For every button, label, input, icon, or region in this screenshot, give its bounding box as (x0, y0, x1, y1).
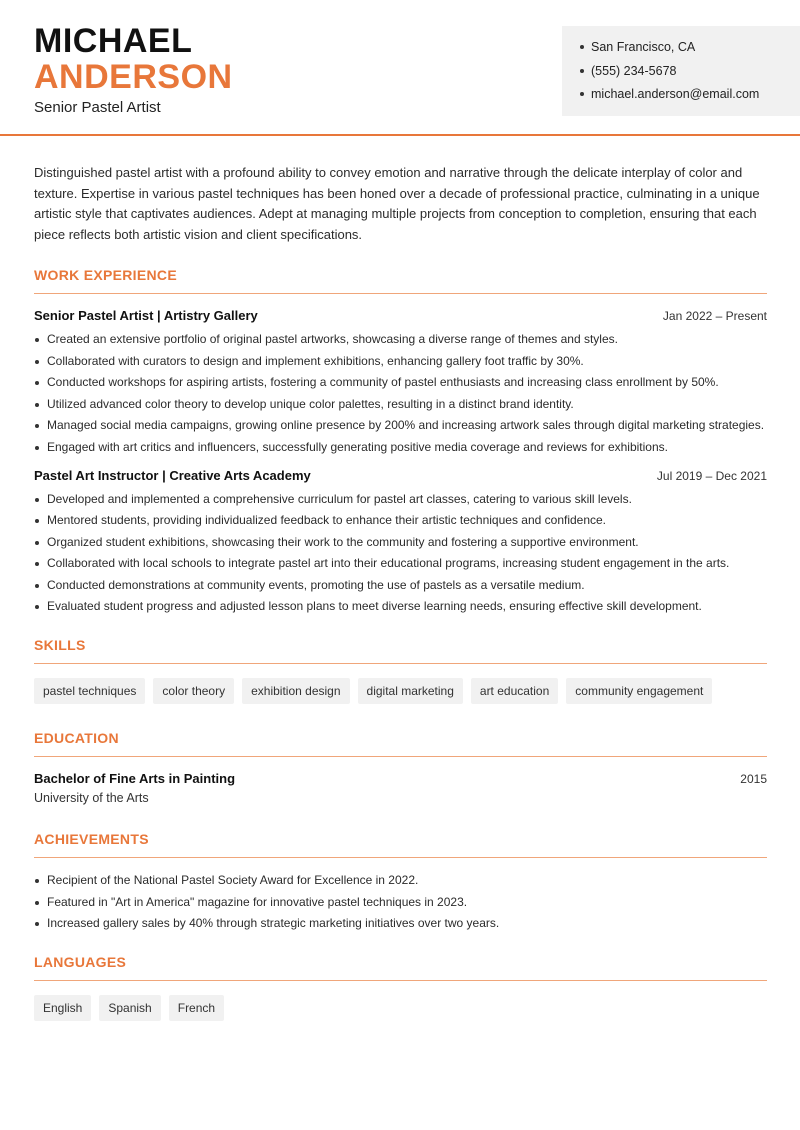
list-item: Conducted workshops for aspiring artists, fostering a community of pastel enthusiasts and increasing class enrollment by 50%. (34, 374, 767, 391)
contact-email-text: michael.anderson@email.com (591, 87, 760, 101)
list-item: Recipient of the National Pastel Society Award for Excellence in 2022. (34, 872, 767, 889)
list-item: Developed and implemented a comprehensive curriculum for pastel art classes, catering to various skill levels. (34, 491, 767, 508)
list-item: Conducted demonstrations at community events, promoting the use of pastels as a versatile medium. (34, 577, 767, 594)
list-item: Managed social media campaigns, growing online presence by 200% and increasing artwork sales through digital marketing strategies. (34, 417, 767, 434)
last-name: ANDERSON (34, 58, 233, 96)
skill-tag: digital marketing (358, 678, 463, 704)
job-entry (34, 308, 767, 456)
list-item: Collaborated with curators to design and implement exhibitions, enhancing gallery foot traffic by 30%. (34, 353, 767, 370)
list-item: Increased gallery sales by 40% through strategic marketing initiatives over two years. (34, 915, 767, 932)
section-title-education: EDUCATION (34, 730, 767, 757)
list-item: Evaluated student progress and adjusted lesson plans to meet diverse learning needs, ensuring effective skill development. (34, 598, 767, 615)
job-role: Pastel Art Instructor | Creative Arts Academy (34, 467, 311, 483)
bullet-icon (580, 92, 584, 96)
contact-phone (580, 63, 800, 87)
job-bullets (34, 491, 767, 616)
language-tag: Spanish (99, 995, 160, 1021)
section-work-experience (34, 267, 767, 615)
section-skills (34, 637, 767, 704)
language-tags (34, 995, 767, 1021)
contact-phone-text: (555) 234-5678 (591, 63, 677, 78)
section-languages (34, 954, 767, 1021)
candidate-name (34, 24, 233, 94)
first-name: MICHAEL (34, 22, 193, 60)
skill-tag: community engagement (566, 678, 712, 704)
education-header (34, 771, 767, 786)
bullet-icon (580, 69, 584, 73)
resume-body (34, 163, 767, 1021)
list-item: Engaged with art critics and influencers, successfully generating positive media coverage and reviews for exhibitions. (34, 439, 767, 456)
section-title-languages: LANGUAGES (34, 954, 767, 981)
job-bullets (34, 331, 767, 456)
job-role: Senior Pastel Artist | Artistry Gallery (34, 308, 258, 323)
achievement-list (34, 872, 767, 932)
job-header (34, 468, 767, 483)
contact-location (580, 39, 800, 63)
list-item: Collaborated with local schools to integrate pastel art into their educational programs, increasing student engagement in the arts. (34, 555, 767, 572)
section-title-work: WORK EXPERIENCE (34, 267, 767, 294)
bullet-icon (580, 45, 584, 49)
section-title-skills: SKILLS (34, 637, 767, 664)
summary: Distinguished pastel artist with a profound ability to convey emotion and narrative through the delicate interplay of color and texture. Expertise in various pastel techniques has been honed over a decade of professional practice, culminating in a unique artistic style that captivates audiences. Adept at managing multiple projects from conception to completion, ensuring that each piece reflects both artistic vision and client specifications. (34, 165, 760, 242)
language-tag: English (34, 995, 91, 1021)
education-degree: Bachelor of Fine Arts in Painting (34, 771, 236, 786)
contact-box (562, 26, 800, 116)
education-year: 2015 (740, 772, 767, 786)
job-entry (34, 468, 767, 616)
skill-tag: pastel techniques (34, 678, 145, 704)
job-title: Senior Pastel Artist (34, 99, 161, 116)
resume-header (0, 0, 800, 136)
job-header (34, 308, 767, 323)
education-school: University of the Arts (34, 791, 149, 805)
list-item: Organized student exhibitions, showcasing their work to the community and fostering a supportive environment. (34, 534, 767, 551)
skill-tag: exhibition design (242, 678, 349, 704)
list-item: Mentored students, providing individualized feedback to enhance their artistic techniques and confidence. (34, 512, 767, 529)
section-title-achievements: ACHIEVEMENTS (34, 831, 767, 858)
job-date: Jul 2019 – Dec 2021 (656, 468, 767, 483)
job-date: Jan 2022 – Present (662, 309, 767, 323)
skill-tag: color theory (153, 678, 234, 704)
contact-location-text: San Francisco, CA (591, 40, 696, 54)
list-item: Utilized advanced color theory to develop unique color palettes, resulting in a distinct brand identity. (34, 396, 767, 413)
contact-email (580, 86, 800, 110)
language-tag: French (169, 995, 224, 1021)
skill-tags (34, 678, 767, 704)
section-achievements (34, 831, 767, 932)
skill-tag: art education (471, 678, 558, 704)
list-item: Featured in "Art in America" magazine for innovative pastel techniques in 2023. (34, 894, 767, 911)
list-item: Created an extensive portfolio of original pastel artworks, showcasing a diverse range of themes and styles. (34, 331, 767, 348)
section-education (34, 730, 767, 805)
